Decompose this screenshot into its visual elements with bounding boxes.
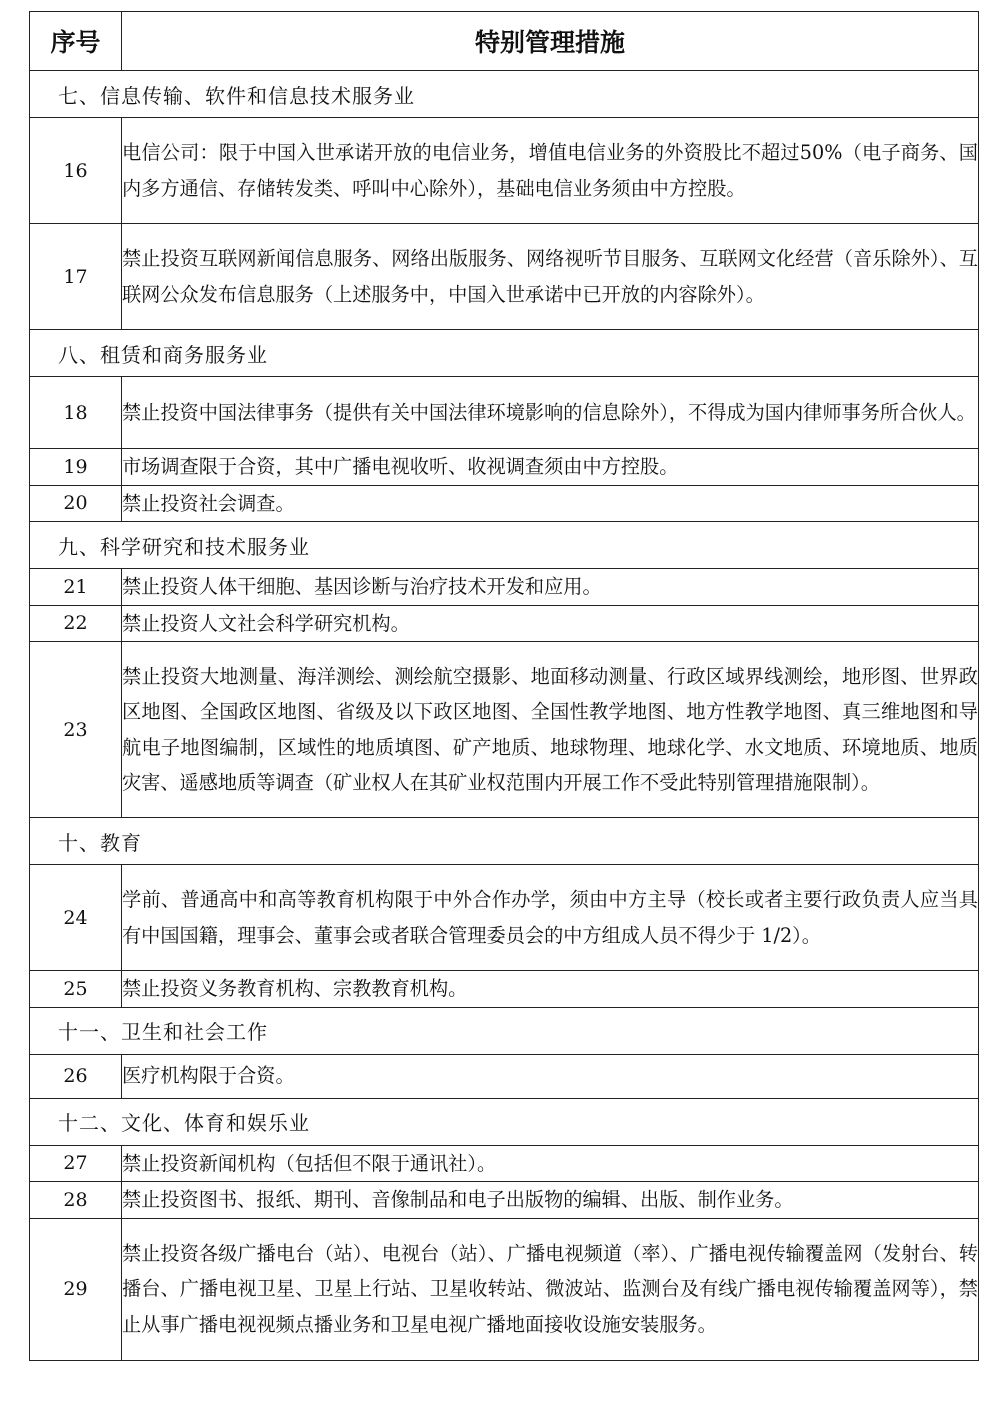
row-measure-text: 禁止投资各级广播电台（站）、电视台（站）、广播电视频道（率）、广播电视传输覆盖网（发射台、转播台、广播电视卫星、卫星上行站、卫星收转站、微波站、监测台及有线广播电视传输覆盖网等），禁止从事广播电视视频点播业务和卫星电视广播地面接收设施安装服务。: [122, 1218, 979, 1360]
header-special-measures: 特别管理措施: [122, 12, 979, 71]
section-title: 七、信息传输、软件和信息技术服务业: [30, 71, 979, 118]
section-row: [30, 818, 979, 865]
row-number: 24: [30, 865, 122, 971]
special-measures-table: [29, 11, 979, 1361]
table-row: [30, 865, 979, 971]
row-measure-text: 禁止投资义务教育机构、宗教教育机构。: [122, 971, 979, 1008]
row-measure-text: 禁止投资新闻机构（包括但不限于通讯社）。: [122, 1145, 979, 1182]
table-row: [30, 377, 979, 449]
section-title: 九、科学研究和技术服务业: [30, 522, 979, 569]
row-number: 27: [30, 1145, 122, 1182]
row-number: 19: [30, 449, 122, 486]
row-measure-text: 禁止投资大地测量、海洋测绘、测绘航空摄影、地面移动测量、行政区域界线测绘，地形图、世界政区地图、全国政区地图、省级及以下政区地图、全国性教学地图、地方性教学地图、真三维地图和导航电子地图编制，区域性的地质填图、矿产地质、地球物理、地球化学、水文地质、环境地质、地质灾害、遥感地质等调查（矿业权人在其矿业权范围内开展工作不受此特别管理措施限制）。: [122, 642, 979, 818]
table-row: [30, 569, 979, 606]
row-measure-text: 禁止投资互联网新闻信息服务、网络出版服务、网络视听节目服务、互联网文化经营（音乐除外）、互联网公众发布信息服务（上述服务中，中国入世承诺中已开放的内容除外）。: [122, 224, 979, 330]
header-serial-number: 序号: [30, 12, 122, 71]
section-title: 十二、文化、体育和娱乐业: [30, 1098, 979, 1145]
row-number: 20: [30, 485, 122, 522]
section-title: 十、教育: [30, 818, 979, 865]
row-number: 17: [30, 224, 122, 330]
row-number: 21: [30, 569, 122, 606]
section-row: [30, 330, 979, 377]
row-number: 29: [30, 1218, 122, 1360]
row-measure-text: 禁止投资社会调查。: [122, 485, 979, 522]
table-row: [30, 118, 979, 224]
row-measure-text: 市场调查限于合资，其中广播电视收听、收视调查须由中方控股。: [122, 449, 979, 486]
table-row: [30, 1182, 979, 1219]
section-row: [30, 1007, 979, 1054]
row-measure-text: 医疗机构限于合资。: [122, 1054, 979, 1098]
row-number: 25: [30, 971, 122, 1008]
table-row: [30, 1218, 979, 1360]
row-number: 23: [30, 642, 122, 818]
row-measure-text: 电信公司：限于中国入世承诺开放的电信业务，增值电信业务的外资股比不超过50%（电子商务、国内多方通信、存储转发类、呼叫中心除外），基础电信业务须由中方控股。: [122, 118, 979, 224]
table-row: [30, 449, 979, 486]
row-number: 28: [30, 1182, 122, 1219]
section-title: 八、租赁和商务服务业: [30, 330, 979, 377]
table-row: [30, 1145, 979, 1182]
row-measure-text: 学前、普通高中和高等教育机构限于中外合作办学，须由中方主导（校长或者主要行政负责人应当具有中国国籍，理事会、董事会或者联合管理委员会的中方组成人员不得少于 1/2）。: [122, 865, 979, 971]
table-row: [30, 971, 979, 1008]
row-measure-text: 禁止投资图书、报纸、期刊、音像制品和电子出版物的编辑、出版、制作业务。: [122, 1182, 979, 1219]
table-row: [30, 224, 979, 330]
table-row: [30, 485, 979, 522]
row-measure-text: 禁止投资人体干细胞、基因诊断与治疗技术开发和应用。: [122, 569, 979, 606]
table-row: [30, 1054, 979, 1098]
row-number: 16: [30, 118, 122, 224]
row-number: 18: [30, 377, 122, 449]
section-row: [30, 71, 979, 118]
section-title: 十一、卫生和社会工作: [30, 1007, 979, 1054]
header-row: [30, 12, 979, 71]
row-number: 22: [30, 605, 122, 642]
row-measure-text: 禁止投资人文社会科学研究机构。: [122, 605, 979, 642]
section-row: [30, 522, 979, 569]
row-number: 26: [30, 1054, 122, 1098]
section-row: [30, 1098, 979, 1145]
row-measure-text: 禁止投资中国法律事务（提供有关中国法律环境影响的信息除外），不得成为国内律师事务所合伙人。: [122, 377, 979, 449]
table-row: [30, 605, 979, 642]
table-row: [30, 642, 979, 818]
